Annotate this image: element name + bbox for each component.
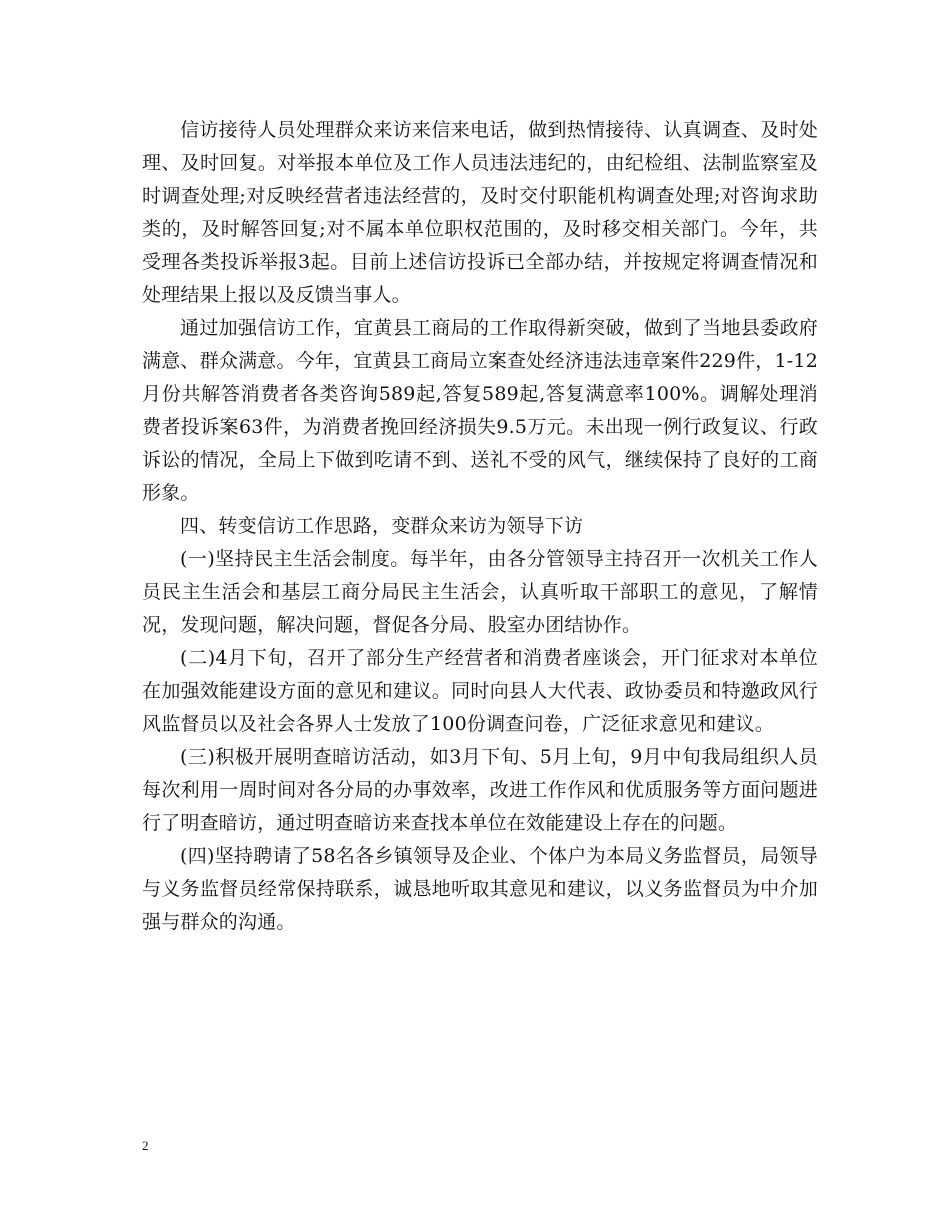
paragraph-item-four: (四)坚持聘请了58名各乡镇领导及企业、个体户为本局义务监督员，局领导与义务监督员经常保持联系，诚恳地听取其意见和建议，以义务监督员为中介加强与群众的沟通。 bbox=[142, 845, 818, 933]
paragraph-item-three: (三)积极开展明查暗访活动，如3月下旬、5月上旬，9月中旬我局组织人员每次利用一周时间对各分局的办事效率，改进工作作风和优质服务等方面问题进行了明查暗访，通过明查暗访来查找本单位在效能建设上存在的问题。 bbox=[142, 746, 818, 834]
paragraph-item-one: (一)坚持民主生活会制度。每半年，由各分管领导主持召开一次机关工作人员民主生活会和基层工商分局民主生活会，认真听取干部职工的意见，了解情况，发现问题，解决问题，督促各分局、股室办团结协作。 bbox=[142, 548, 818, 636]
paragraph-item-two: (二)4月下旬，召开了部分生产经营者和消费者座谈会，开门征求对本单位在加强效能建设方面的意见和建议。同时向县人大代表、政协委员和特邀政风行风监督员以及社会各界人士发放了100份调查问卷，广泛征求意见和建议。 bbox=[142, 647, 818, 735]
page-number: 2 bbox=[142, 1138, 149, 1153]
section-heading-four: 四、转变信访工作思路，变群众来访为领导下访 bbox=[180, 515, 584, 537]
paragraph-work-results: 通过加强信访工作，宜黄县工商局的工作取得新突破，做到了当地县委政府满意、群众满意。今年，宜黄县工商局立案查处经济违法违章案件229件，1-12月份共解答消费者各类咨询589起,答复589起,答复满意率100%。调解处理消费者投诉案63件，为消费者挽回经济损失9.5万元。未出现一例行政复议、行政诉讼的情况，全局上下做到吃请不到、送礼不受的风气，继续保持了良好的工商形象。 bbox=[142, 317, 818, 504]
paragraph-petition-handling: 信访接待人员处理群众来访来信来电话，做到热情接待、认真调查、及时处理、及时回复。对举报本单位及工作人员违法违纪的，由纪检组、法制监察室及时调查处理;对反映经营者违法经营的，及时交付职能机构调查处理;对咨询求助类的，及时解答回复;对不属本单位职权范围的，及时移交相关部门。今年，共受理各类投诉举报3起。目前上述信访投诉已全部办结，并按规定将调查情况和处理结果上报以及反馈当事人。 bbox=[142, 119, 818, 306]
document-body bbox=[142, 114, 818, 939]
